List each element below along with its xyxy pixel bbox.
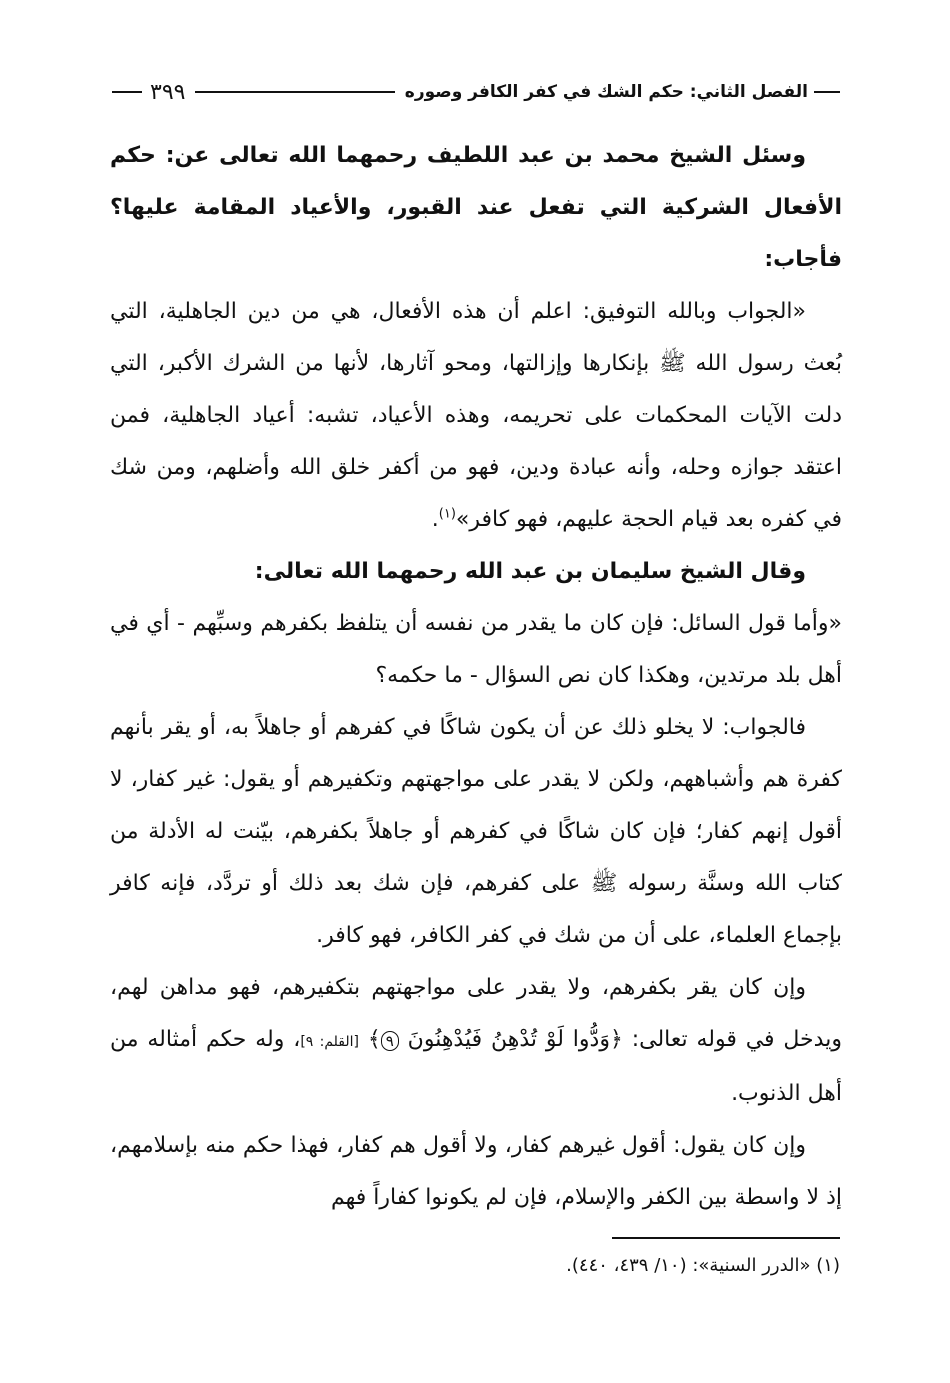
quran-verse-close: ﴾	[367, 1027, 381, 1052]
main-text	[110, 130, 842, 1224]
running-header	[112, 78, 840, 106]
header-left-dash	[814, 91, 840, 93]
footnote-rule	[612, 1237, 840, 1239]
answer-text: «الجواب وبالله التوفيق: اعلم أن هذه الأفعال، هي من دين الجاهلية، التي بُعث رسول الله ﷺ بإنكارها وإزالتها، ومحو آثارها، لأنها من الشرك الأكبر، التي دلت الآيات المحكمات على تحريمه، وهذه الأعياد، تشبه: أعياد الجاهلية، فمن اعتقد جوازه وحله، وأنه عبادة ودين، فهو من أكفر خلق الله وأضلهم، ومن شك في كفره بعد قيام الحجة عليهم، فهو كافر»	[110, 299, 842, 532]
second-sheikh-intro: وقال الشيخ سليمان بن عبد الله رحمهما الله تعالى:	[254, 559, 806, 584]
flatterer-paragraph	[110, 962, 842, 1120]
answer-paragraph: «الجواب وبالله التوفيق: اعلم أن هذه الأفعال، هي من دين الجاهلية، التي بُعث رسول الله ﷺ بإنكارها وإزالتها، ومحو آثارها، لأنها من الشرك الأكبر، التي دلت الآيات المحكمات على تحريمه، وهذه الأعياد، تشبه: أعياد الجاهلية، فمن اعتقد جوازه وحله، وأنه عبادة ودين، فهو من أكفر خلق الله وأضلهم، ومن شك في كفره بعد قيام الحجة عليهم، فهو كافر»$^{(١)}$.	[110, 299, 842, 532]
final-paragraph: وإن كان يقول: أقول غيرهم كفار، ولا أقول هم كفار، فهذا حكم منه بإسلامهم، إذ لا واسطة بين الكفر والإسلام، فإن لم يكونوا كفاراً فهم	[110, 1133, 842, 1210]
flatterer-text-before: وإن كان يقر بكفرهم، ولا يقدر على مواجهتهم بتكفيرهم، فهو مداهن لهم، ويدخل في قوله تعالى:	[110, 975, 842, 1052]
question-quote-paragraph: «وأما قول السائل: فإن كان ما يقدر من نفسه أن يتلفظ بكفرهم وسبِّهم - أي في أهل بلد مرتدين، وهكذا كان نص السؤال - ما حكمه؟	[110, 611, 842, 688]
quran-reference: [القلم: ٩]	[300, 1034, 359, 1050]
footnote: (١) «الدرر السنية»: (١٠/ ٤٣٩، ٤٤٠).	[566, 1255, 840, 1276]
chapter-title: الفصل الثاني: حكم الشك في كفر الكافر وصوره	[404, 82, 808, 102]
ayah-number-badge: ٩	[381, 1031, 399, 1051]
header-end-dash	[112, 91, 142, 93]
ruling-paragraph: فالجواب: لا يخلو ذلك عن أن يكون شاكًا في كفرهم أو جاهلاً به، أو يقر بأنهم كفرة هم وأشباههم، ولكن لا يقدر على مواجهتهم وتكفيرهم أو يقول: غير كفار، لا أقول إنهم كفار؛ فإن كان شاكًا في كفرهم أو جاهلاً بكفرهم، بيّنت له الأدلة من كتاب الله وسنَّة رسوله ﷺ على كفرهم، فإن شك بعد ذلك أو تردَّد، فإنه كافر بإجماع العلماء، على أن من شك في كفر الكافر، فهو كافر.	[110, 715, 842, 948]
quran-verse: ﴿وَدُّوا لَوْ تُدْهِنُ فَيُدْهِنُونَ	[407, 1027, 623, 1052]
header-rule	[195, 91, 394, 93]
question-paragraph: وسئل الشيخ محمد بن عبد اللطيف رحمهما الله تعالى عن: حكم الأفعال الشركية التي تفعل عند القبور، والأعياد المقامة عليها؟ فأجاب:	[110, 143, 842, 272]
flatterer-text-after: ، وله حكم أمثاله من أهل الذنوب.	[110, 1027, 842, 1106]
page-number: ٣٩٩	[150, 79, 186, 105]
footnote-marker: (١)	[438, 506, 456, 522]
